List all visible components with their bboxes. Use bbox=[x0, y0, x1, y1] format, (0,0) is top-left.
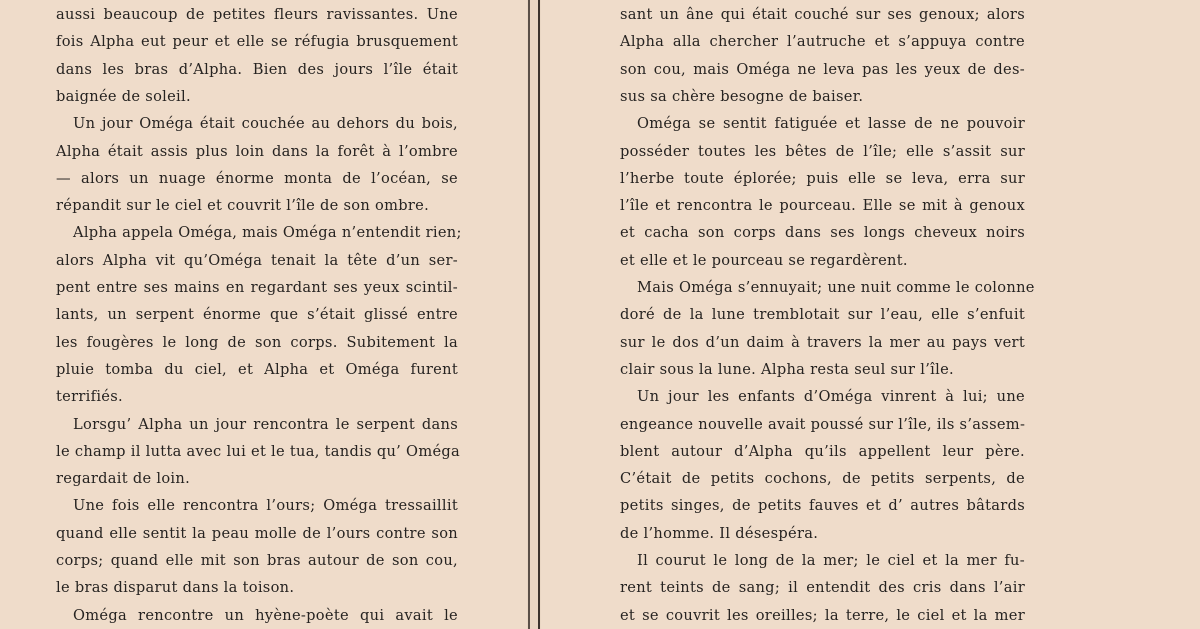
text-line: Mais Oméga s’ennuyait; une nuit comme le colonne bbox=[637, 279, 1035, 296]
text-line: Alpha alla chercher l’autruche et s’appuya contre bbox=[620, 33, 1025, 51]
text-line: C’était de petits cochons, de petits serpents, de bbox=[620, 470, 1025, 488]
text-line: répandit sur le ciel et couvrit l’île de son ombre. bbox=[56, 197, 430, 215]
text-line: et elle et le pourceau se regardèrent. bbox=[620, 251, 908, 269]
text-line: et cacha son corps dans ses longs cheveux noirs bbox=[620, 224, 1025, 242]
text-line: dans les bras d’Alpha. Bien des jours l’île était bbox=[56, 60, 458, 78]
text-line: Il courut le long de la mer; le ciel et la mer fu- bbox=[637, 552, 1025, 569]
text-line: clair sous la lune. Alpha resta seul sur l’île. bbox=[620, 360, 954, 378]
text-line: de l’homme. Il désespéra. bbox=[620, 524, 819, 542]
text-line: rent teints de sang; il entendit des cris dans l’air bbox=[620, 579, 1025, 597]
text-line: Une fois elle rencontra l’ours; Oméga tressaillit bbox=[73, 497, 458, 515]
text-line: pent entre ses mains en regardant ses yeux scintil- bbox=[56, 279, 458, 296]
text-line: Lorsgu’ Alpha un jour rencontra le serpent dans bbox=[73, 415, 458, 433]
text-line: sur le dos d’un daim à travers la mer au pays vert bbox=[620, 333, 1025, 351]
text-line: l’île et rencontra le pourceau. Elle se mit à genoux bbox=[620, 197, 1025, 215]
text-line: et se couvrit les oreilles; la terre, le ciel et la mer bbox=[620, 606, 1025, 624]
text-line: Alpha appela Oméga, mais Oméga n’entendit rien; bbox=[73, 224, 462, 242]
text-line: alors Alpha vit qu’Oméga tenait la tête d’un ser- bbox=[56, 251, 458, 269]
text-line: pluie tomba du ciel, et Alpha et Oméga furent bbox=[56, 360, 458, 378]
text-line: fois Alpha eut peur et elle se réfugia brusquement bbox=[56, 33, 458, 51]
right-page-edge bbox=[538, 0, 540, 629]
text-line: — alors un nuage énorme monta de l’océan, se bbox=[56, 169, 458, 187]
text-line: terrifiés. bbox=[56, 388, 123, 406]
left-page-edge bbox=[528, 0, 530, 629]
text-line: Oméga se sentit fatiguée et lasse de ne pouvoir bbox=[637, 115, 1025, 133]
text-line: petits singes, de petits fauves et d’ autres bâtards bbox=[620, 497, 1025, 515]
text-line: sus sa chère besogne de baiser. bbox=[620, 87, 864, 105]
text-line: regardait de loin. bbox=[56, 470, 191, 488]
text-line: sant un âne qui était couché sur ses genoux; alors bbox=[620, 6, 1025, 23]
text-line: blent autour d’Alpha qu’ils appellent leur père. bbox=[620, 442, 1025, 460]
text-line: aussi beaucoup de petites fleurs ravissantes. Une bbox=[56, 6, 458, 23]
text-line: quand elle sentit la peau molle de l’ours contre son bbox=[56, 524, 458, 542]
text-line: corps; quand elle mit son bras autour de son cou, bbox=[56, 552, 458, 569]
text-line: Oméga rencontre un hyène-poète qui avait le bbox=[73, 606, 458, 624]
text-line: doré de la lune tremblotait sur l’eau, elle s’enfuit bbox=[620, 306, 1025, 324]
text-line: le champ il lutta avec lui et le tua, tandis qu’ Oméga bbox=[56, 442, 461, 460]
text-line: lants, un serpent énorme que s’était glissé entre bbox=[56, 306, 458, 324]
text-line: l’herbe toute éplorée; puis elle se leva, erra sur bbox=[620, 169, 1025, 187]
text-line: Un jour Oméga était couchée au dehors du bois, bbox=[73, 115, 458, 133]
text-line: son cou, mais Oméga ne leva pas les yeux de des- bbox=[620, 60, 1025, 78]
text-line: baignée de soleil. bbox=[56, 87, 191, 105]
text-line: Un jour les enfants d’Oméga vinrent à lui; une bbox=[637, 388, 1025, 406]
text-line: Alpha était assis plus loin dans la forêt à l’ombre bbox=[56, 142, 458, 160]
text-line: les fougères le long de son corps. Subitement la bbox=[56, 333, 458, 351]
text-line: posséder toutes les bêtes de l’île; elle s’assit sur bbox=[620, 142, 1025, 160]
text-line: le bras disparut dans la toison. bbox=[56, 579, 295, 597]
text-line: engeance nouvelle avait poussé sur l’île, ils s’assem- bbox=[620, 415, 1026, 433]
